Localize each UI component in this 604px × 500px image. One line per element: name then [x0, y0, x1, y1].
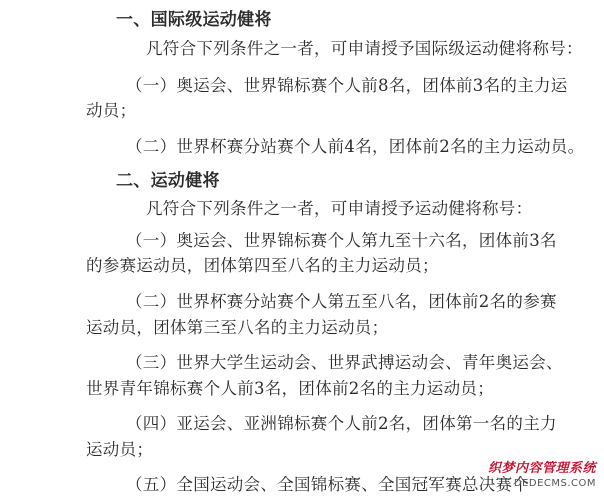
paragraph-line: 的参赛运动员，团体第四至八名的主力运动员； [86, 256, 439, 275]
watermark-domain: DEDECMS.COM [513, 478, 596, 489]
paragraph-line: （二）世界杯赛分站赛个人第五至八名，团体前2名的参赛 [126, 292, 557, 311]
section-heading-national: 二、运动健将 [116, 171, 220, 191]
paragraph-line: 动员； [86, 101, 137, 120]
paragraph-line: 凡符合下列条件之一者，可申请授予国际级运动健将称号： [146, 39, 583, 58]
paragraph-line: （五）全国运动会、全国锦标赛、全国冠军赛总决赛个 [126, 475, 530, 494]
paragraph-line: （一）奥运会、世界锦标赛个人前8名，团体前3名的主力运 [126, 76, 568, 95]
paragraph-line: （三）世界大学生运动会、世界武搏运动会、青年奥运会、 [126, 353, 563, 372]
section-heading-international: 一、国际级运动健将 [116, 10, 272, 30]
paragraph-line: （四）亚运会、亚洲锦标赛个人前2名，团体第一名的主力 [126, 414, 557, 433]
paragraph-line: 凡符合下列条件之一者，可申请授予运动健将称号： [146, 199, 533, 218]
paragraph-line: 世界青年锦标赛个人前3名，团体前2名的主力运动员； [86, 379, 494, 398]
watermark-logo [480, 460, 596, 494]
paragraph-line: 运动员； [86, 440, 154, 459]
watermark-text: 织梦内容管理系统 [487, 461, 596, 476]
paragraph-line: （一）奥运会、世界锦标赛个人第九至十六名，团体前3名 [126, 231, 557, 250]
paragraph-line: （二）世界杯赛分站赛个人前4名，团体前2名的主力运动员。 [126, 137, 585, 156]
paragraph-line: 运动员，团体第三至八名的主力运动员； [86, 318, 389, 337]
